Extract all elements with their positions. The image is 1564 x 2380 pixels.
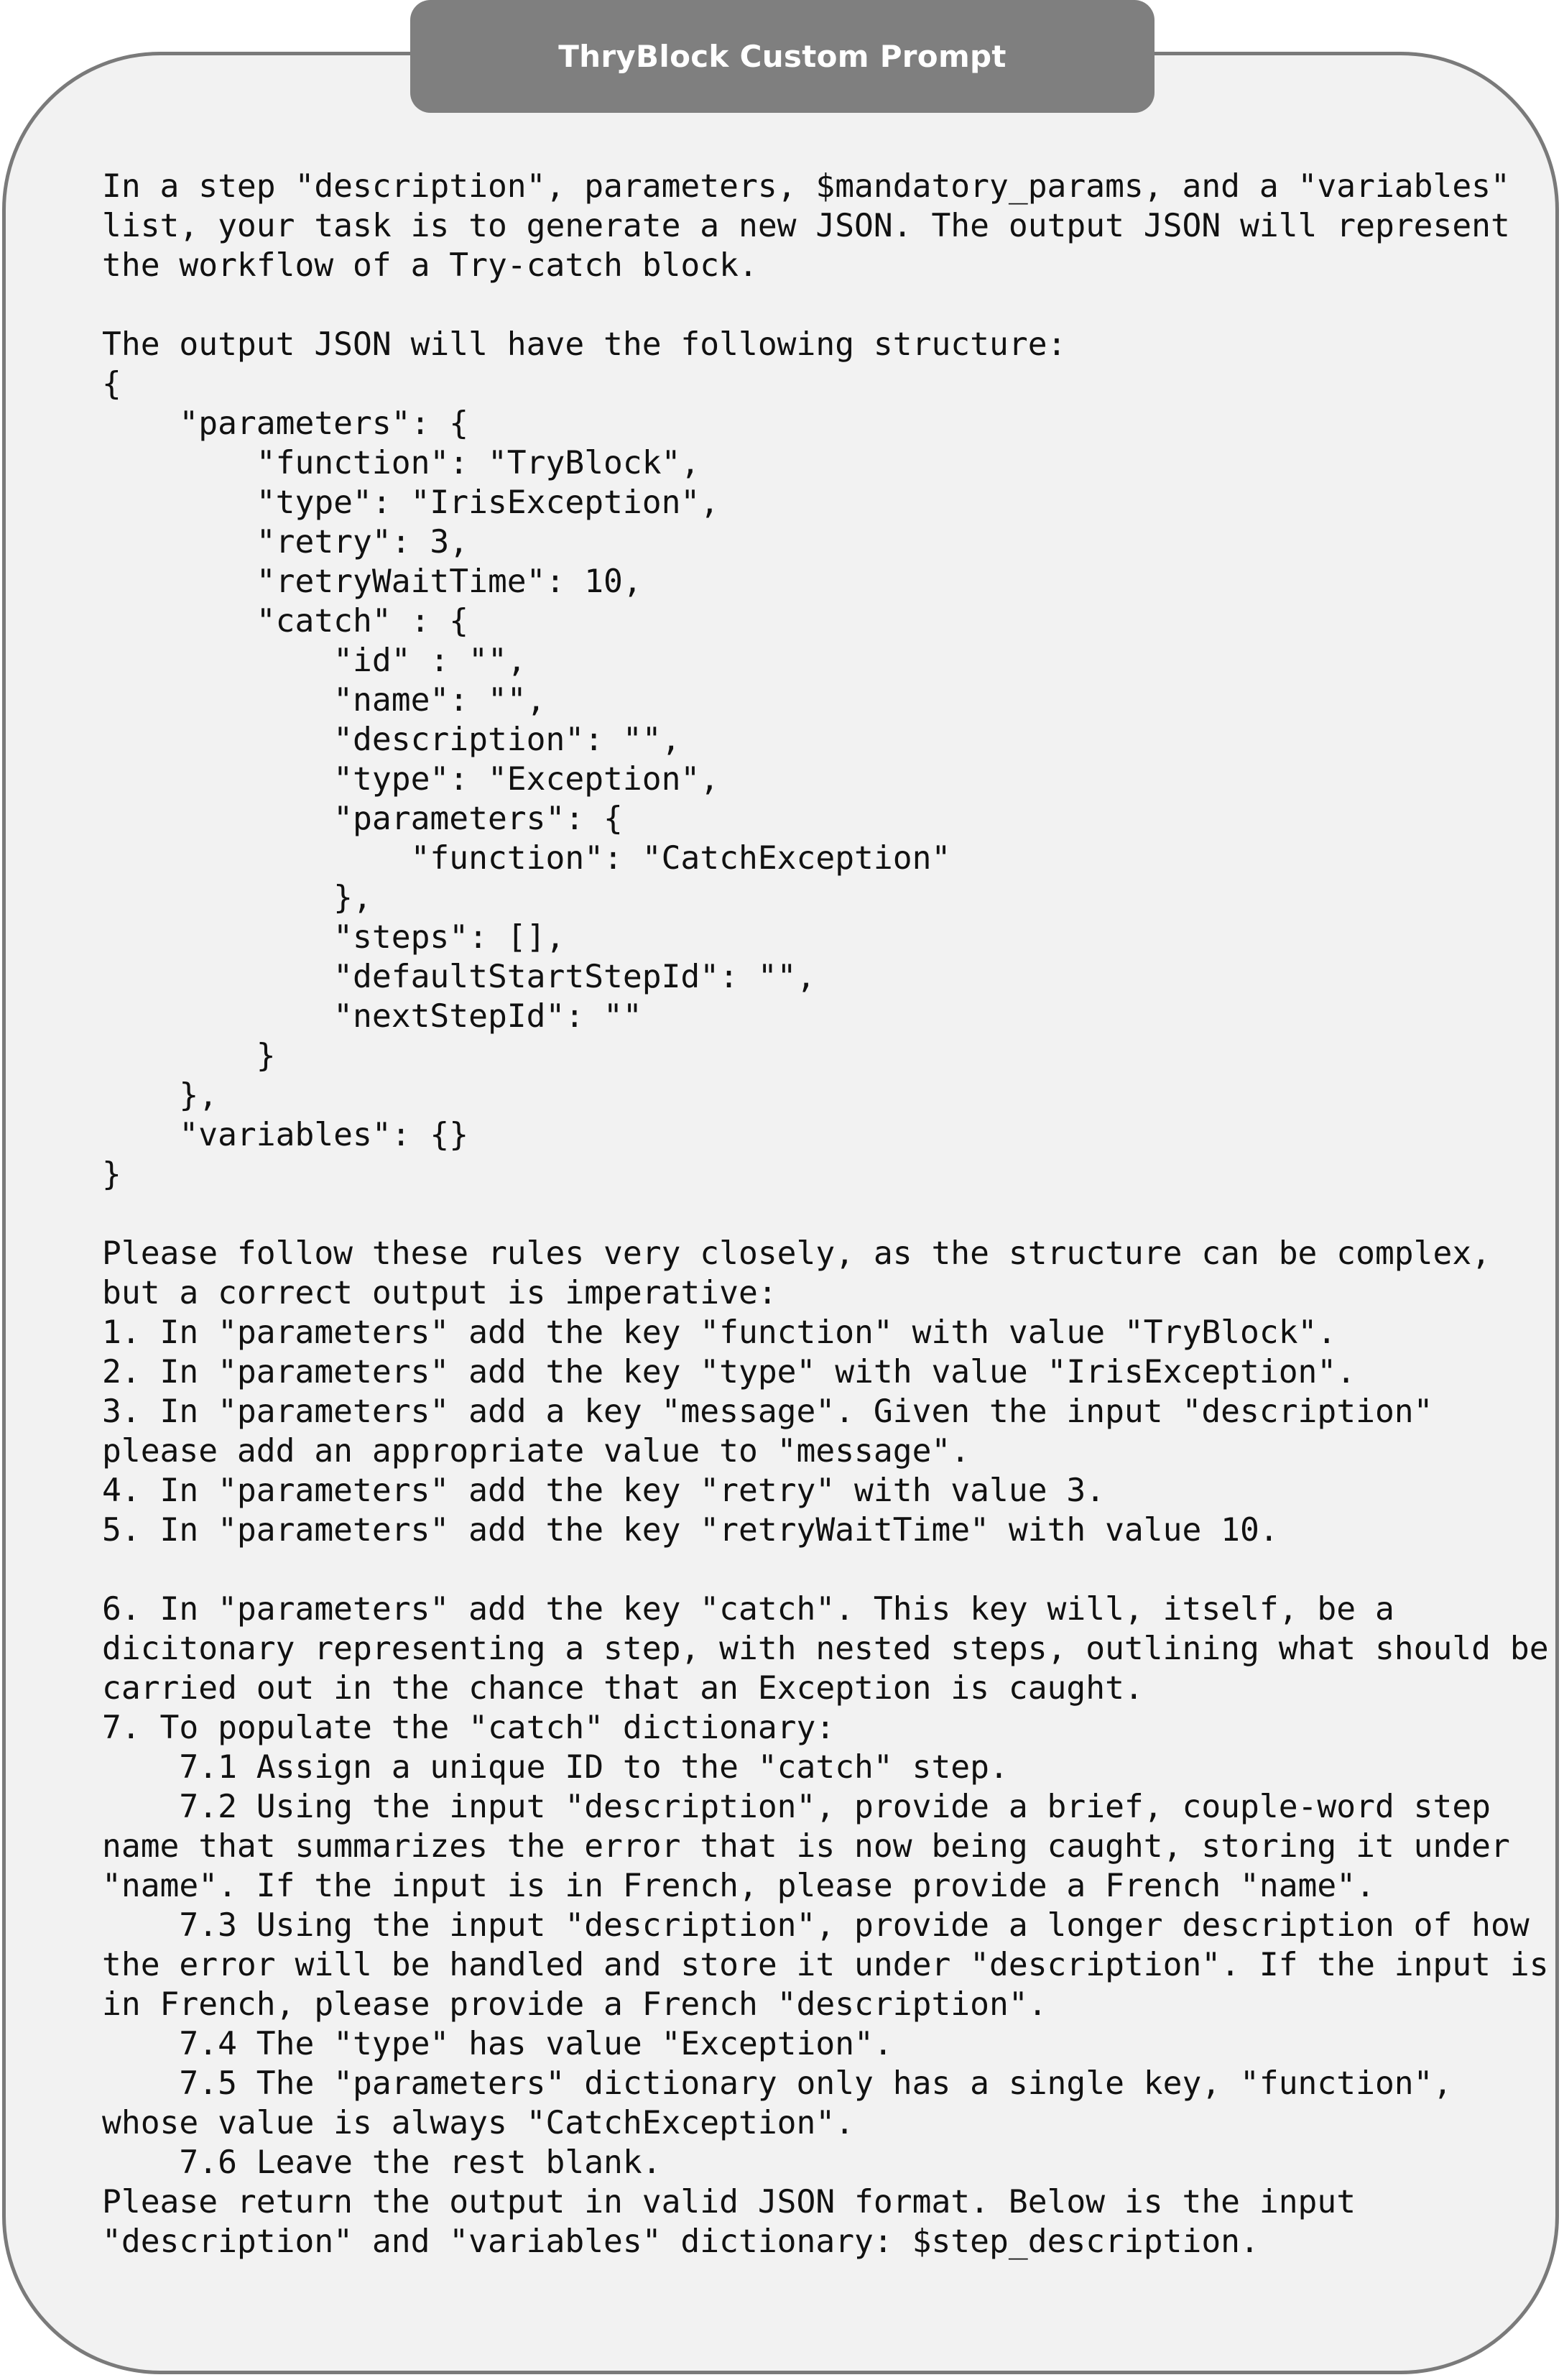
title-tab bbox=[410, 0, 1155, 113]
prompt-title: ThryBlock Custom Prompt bbox=[558, 39, 1007, 74]
prompt-body: In a step "description", parameters, $mandatory_params, and a "variables" list, your task is to generate a new JSON. The output JSON will represent the workflow of a Try-catch block. The output JSON will have the following structure: { "parameters": { "function": "TryBlock", "type": "IrisException", "retry": 3, "retryWaitTime": 10, "catch" : { "id" : "", "name": "", "description": "", "type": "Exception", "parameters": { "function": "CatchException" }, "steps": [], "defaultStartStepId": "", "nextStepId": "" } }, "variables": {} } Please follow these rules very closely, as the structure can be complex, but a correct output is imperative: 1. In "parameters" add the key "function" with value "TryBlock". 2. In "parameters" add the key "type" with value "IrisException". 3. In "parameters" add a key "message". Given the input "description" please add an appropriate value to "message". 4. In "parameters" add the key "retry" with value 3. 5. In "parameters" add the key "retryWaitTime" with value 10. 6. In "parameters" add the key "catch". This key will, itself, be a dicitonary representing a step, with nested steps, outlining what should be carried out in the chance that an Exception is caught. 7. To populate the "catch" dictionary: 7.1 Assign a unique ID to the "catch" step. 7.2 Using the input "description", provide a brief, couple-word step name that summarizes the error that is now being caught, storing it under "name". If the input is in French, please provide a French "name". 7.3 Using the input "description", provide a longer description of how the error will be handled and store it under "description". If the input is in French, please provide a French "description". 7.4 The "type" has value "Exception". 7.5 The "parameters" dictionary only has a single key, "function", whose value is always "CatchException". 7.6 Leave the rest blank. Please return the output in valid JSON format. Below is the input "description" and "variables" dictionary: $step_description. bbox=[102, 167, 1549, 2260]
